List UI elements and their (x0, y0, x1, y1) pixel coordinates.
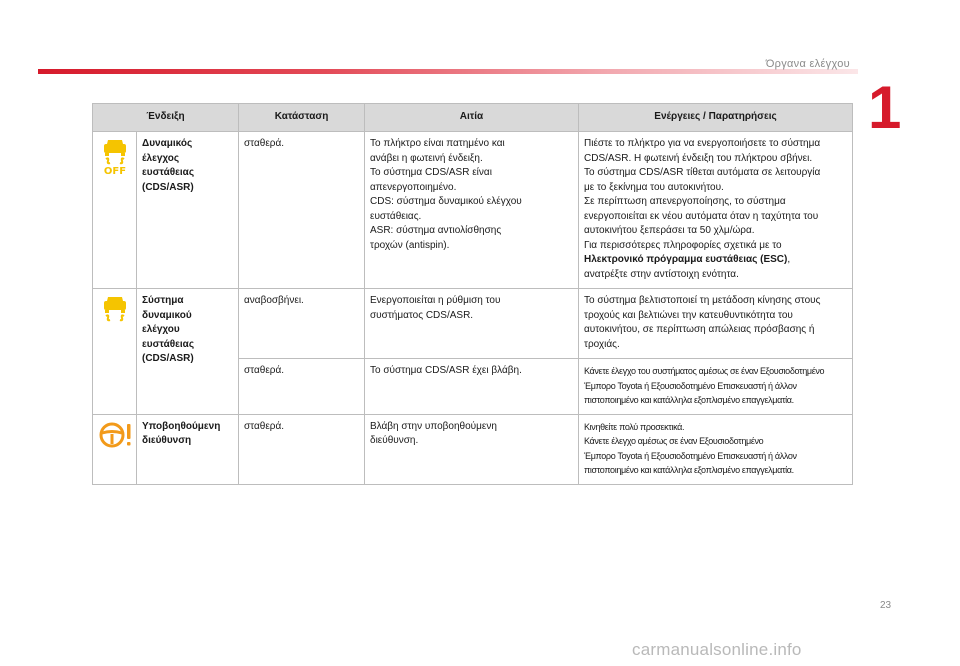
indicator-state: σταθερά. (239, 359, 365, 415)
indicator-state: σταθερά. (239, 414, 365, 484)
indicator-name (137, 132, 239, 289)
esc-reference: Ηλεκτρονικό πρόγραμμα ευστάθειας (ESC) (584, 254, 788, 265)
name-line: διεύθυνση (142, 435, 192, 446)
cause-line: Το σύστημα CDS/ASR είναι (370, 167, 492, 178)
action-line: πιστοποιημένο και κατάλληλα εξοπλισμένο επαγγελματία. (584, 395, 794, 405)
action-line: Κάνετε έλεγχο αμέσως σε έναν Εξουσιοδοτημένο (584, 436, 764, 446)
action-line (584, 253, 847, 268)
action-line: Σε περίπτωση απενεργοποίησης, το σύστημα (584, 196, 786, 207)
action-line: Το σύστημα βελτιστοποιεί τη μετάδοση κίνησης στους (584, 295, 821, 306)
stability-control-off-icon (100, 137, 130, 175)
action-line: ενεργοποιείται εκ νέου αυτόματα όταν η ταχύτητα του (584, 210, 819, 222)
cause-line: Το σύστημα CDS/ASR έχει βλάβη. (370, 365, 522, 376)
action-line: Κάνετε έλεγχο του συστήματος αμέσως σε έναν Εξουσιοδοτημένο (584, 366, 825, 376)
table-row (93, 414, 853, 484)
indicator-icon-cell (93, 132, 137, 289)
indicator-cause (365, 414, 579, 484)
action-line: Έμπορο Toyota ή Εξουσιοδοτημένο Επισκευαστή ή άλλον (584, 450, 797, 461)
indicator-icon-cell (93, 414, 137, 484)
cause-line: Ενεργοποιείται η ρύθμιση του (370, 295, 501, 306)
cause-line: ευστάθειας. (370, 210, 422, 222)
action-line: Πιέστε το πλήκτρο για να ενεργοποιήσετε το σύστημα (584, 138, 821, 149)
cause-line: Βλάβη στην υποβοηθούμενη (370, 420, 497, 432)
cause-line: CDS: σύστημα δυναμικού ελέγχου (370, 196, 522, 207)
action-line: Έμπορο Toyota ή Εξουσιοδοτημένο Επισκευαστή ή άλλον (584, 380, 797, 391)
action-line: αυτοκινήτου ξεπεράσει τα 50 χλμ/ώρα. (584, 225, 755, 236)
name-line: Δυναμικός (142, 138, 193, 149)
action-line: ανατρέξτε στην αντίστοιχη ενότητα. (584, 268, 739, 280)
cause-line: τροχών (antispin). (370, 239, 450, 251)
indicator-actions (579, 289, 853, 359)
header-accent-bar (38, 69, 858, 74)
cause-line: ASR: σύστημα αντιολίσθησης (370, 225, 502, 236)
indicator-actions (579, 132, 853, 289)
table-row (93, 289, 853, 359)
cause-line: Το πλήκτρο είναι πατημένο και (370, 138, 505, 149)
name-line: δυναμικού (142, 309, 192, 321)
action-line: αυτοκινήτου, σε περίπτωση απώλειας πρόσβασης ή (584, 324, 815, 335)
indicator-state: σταθερά. (239, 132, 365, 289)
name-line: ευστάθειας (142, 167, 195, 178)
cause-line: διεύθυνση. (370, 435, 419, 446)
action-line: με το ξεκίνημα του αυτοκινήτου. (584, 181, 724, 193)
action-line: τροχιάς. (584, 338, 620, 350)
action-line: Κινηθείτε πολύ προσεκτικά. (584, 421, 685, 432)
indicator-name (137, 414, 239, 484)
col-header-actions: Ενέργειες / Παρατηρήσεις (579, 104, 853, 132)
col-header-indicator: Ένδειξη (93, 104, 239, 132)
name-line: Σύστημα (142, 295, 184, 306)
section-title: Όργανα ελέγχου (765, 58, 850, 70)
col-header-cause: Αιτία (365, 104, 579, 132)
action-line: τροχούς και βελτιώνει την κατευθυντικότητα του (584, 309, 793, 321)
indicator-state: αναβοσβήνει. (239, 289, 365, 359)
stability-control-icon (100, 294, 130, 324)
indicator-actions (579, 359, 853, 415)
col-header-state: Κατάσταση (239, 104, 365, 132)
esc-reference-suffix: , (787, 254, 791, 265)
indicator-cause (365, 359, 579, 415)
name-line: Υποβοηθούμενη (142, 420, 221, 432)
watermark: carmanualsonline.info (632, 640, 802, 659)
name-line: (CDS/ASR) (142, 181, 194, 193)
name-line: ευστάθειας (142, 338, 195, 350)
cause-line: συστήματος CDS/ASR. (370, 309, 474, 321)
indicator-cause (365, 289, 579, 359)
name-line: (CDS/ASR) (142, 353, 194, 364)
name-line: ελέγχου (142, 324, 180, 335)
action-line: Το σύστημα CDS/ASR τίθεται αυτόματα σε λειτουργία (584, 167, 821, 178)
indicator-name (137, 289, 239, 415)
power-steering-warning-icon (98, 420, 134, 450)
table-row (93, 132, 853, 289)
indicator-cause (365, 132, 579, 289)
page-number: 23 (880, 600, 892, 611)
action-line: Για περισσότερες πληροφορίες σχετικά με το (584, 239, 782, 251)
indicator-icon-cell (93, 289, 137, 415)
action-line: πιστοποιημένο και κατάλληλα εξοπλισμένο επαγγελματία. (584, 465, 794, 475)
cause-line: ανάβει η φωτεινή ένδειξη. (370, 152, 483, 164)
indicator-table (92, 103, 853, 485)
chapter-number: 1 (868, 74, 902, 141)
name-line: έλεγχος (142, 152, 180, 164)
table-header-row (93, 104, 853, 132)
action-line: CDS/ASR. Η φωτεινή ένδειξη του πλήκτρου σβήνει. (584, 152, 813, 164)
svg-text:OFF: OFF (103, 166, 126, 175)
indicator-actions (579, 414, 853, 484)
cause-line: απενεργοποιημένο. (370, 181, 457, 193)
